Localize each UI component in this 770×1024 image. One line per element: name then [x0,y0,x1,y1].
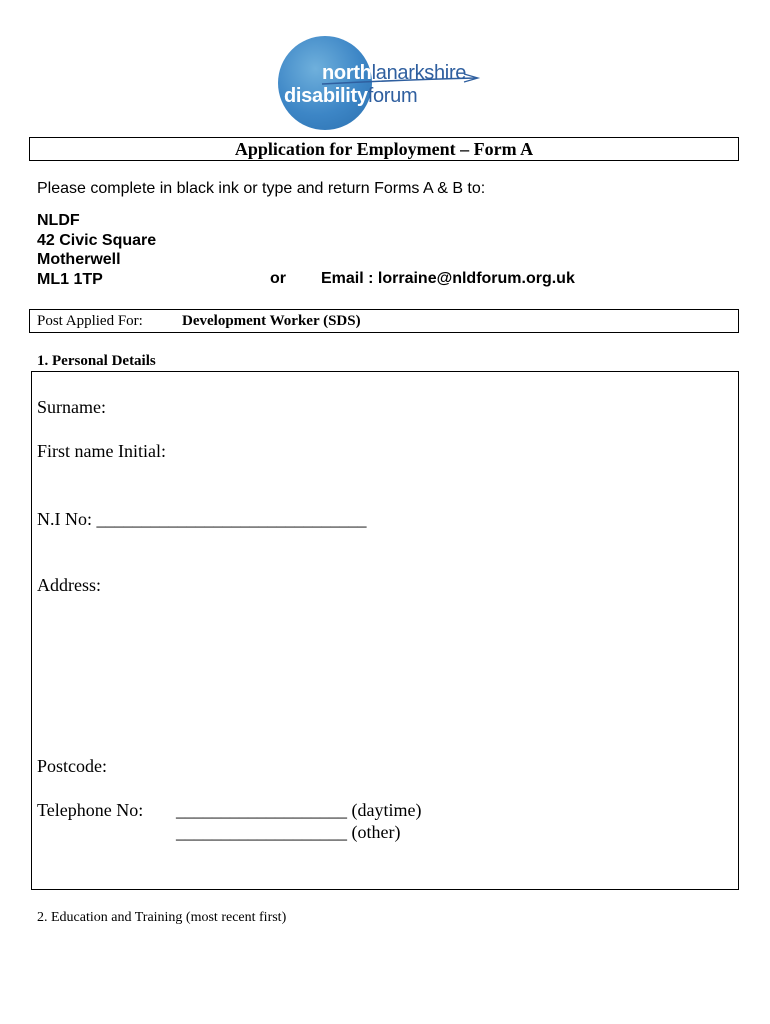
telephone-label: Telephone No: [37,800,144,820]
logo-word-north: north [322,62,372,84]
surname-field[interactable]: Surname: [37,397,106,417]
logo-line-1 [322,62,466,84]
post-applied-box [29,309,739,333]
instructions-text: Please complete in black ink or type and return Forms A & B to: [37,180,486,197]
section-personal-details-heading: 1. Personal Details [37,353,156,369]
address-line-2: 42 Civic Square [37,232,157,249]
address-line-1: NLDF [37,212,80,229]
logo-line-2 [284,85,417,107]
email-label: Email : lorraine@nldforum.org.uk [321,270,575,287]
logo-word-disability: disability [284,85,368,107]
nldf-logo [276,34,486,132]
telephone-daytime-field[interactable]: ___________________ (daytime) [176,800,422,820]
address-line-3: Motherwell [37,251,121,268]
telephone-other-field[interactable]: ___________________ (other) [176,822,401,842]
or-label: or [270,270,286,287]
ni-number-field[interactable]: N.I No: ______________________________ [37,509,367,529]
post-applied-label: Post Applied For: [37,313,143,329]
form-title: Application for Employment – Form A [29,137,739,161]
post-applied-value: Development Worker (SDS) [182,313,361,329]
section-education-heading: 2. Education and Training (most recent first) [37,910,287,925]
logo-word-forum: forum [367,85,418,107]
postcode-field[interactable]: Postcode: [37,756,107,776]
address-line-4: ML1 1TP [37,271,103,288]
logo-word-lanarkshire: lanarkshire [371,62,467,84]
address-field[interactable]: Address: [37,575,101,595]
first-name-field[interactable]: First name Initial: [37,441,166,461]
